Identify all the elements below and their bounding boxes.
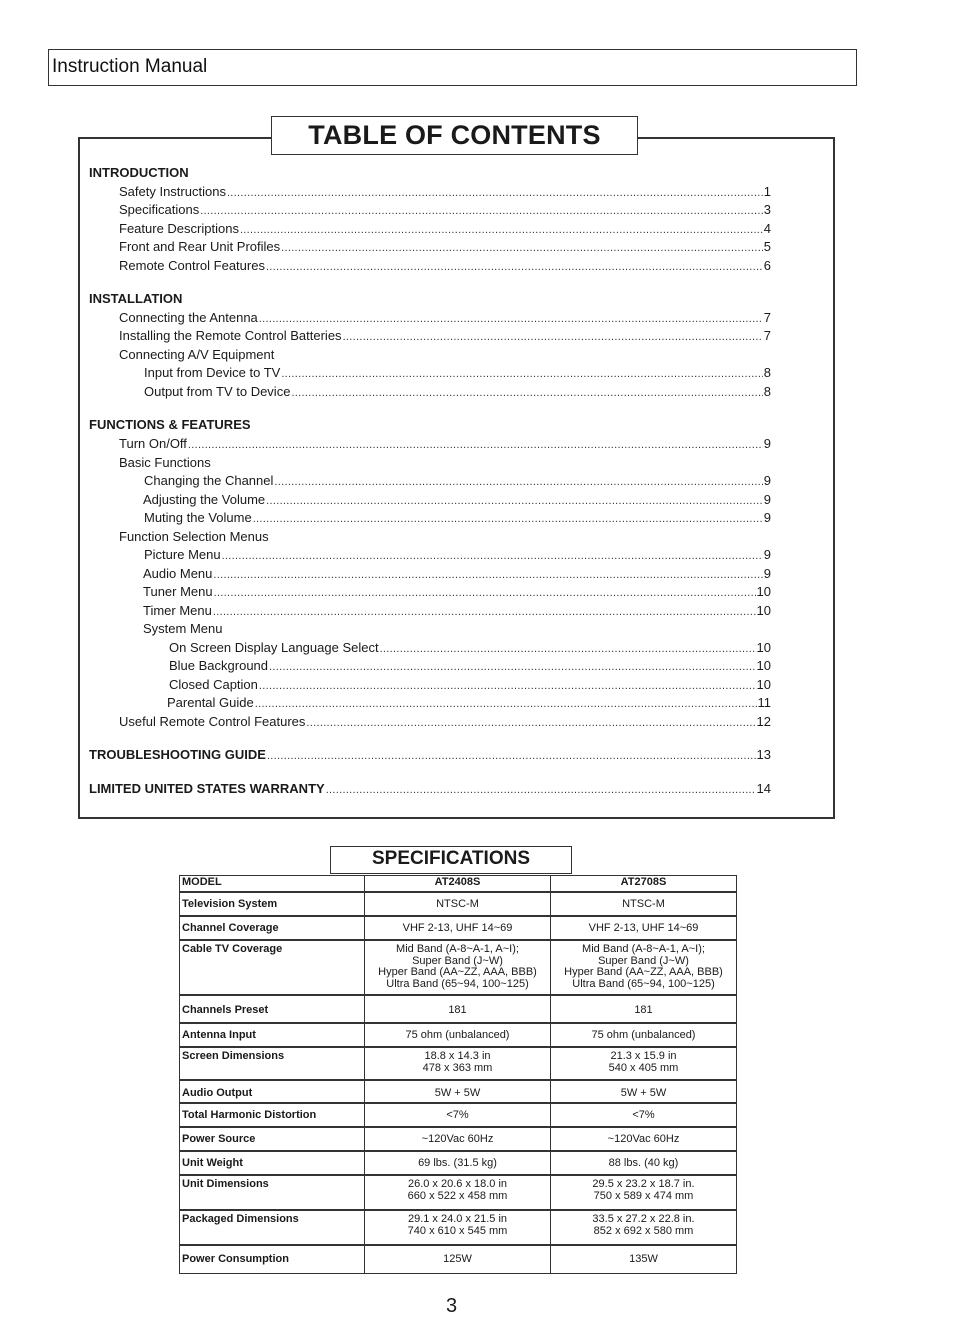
toc-heading-entry[interactable]: TROUBLESHOOTING GUIDE ..... 13: [89, 746, 771, 764]
manual-title: Instruction Manual: [52, 56, 208, 77]
toc-entry[interactable]: Tuner Menu ..... 10: [143, 583, 771, 601]
toc-subheading: System Menu: [143, 621, 223, 636]
specifications-title: SPECIFICATIONS: [372, 848, 530, 869]
table-row: Channel Coverage VHF 2-13, UHF 14~69 VHF 2-13, UHF 14~69: [180, 917, 736, 941]
column-header: MODEL: [180, 876, 365, 891]
toc-entry[interactable]: Closed Caption ..... 10: [169, 676, 771, 694]
toc-entry[interactable]: Blue Background ..... 10: [169, 657, 771, 675]
toc-entry[interactable]: Audio Menu ..... 9: [143, 565, 771, 583]
specifications-title-box: [330, 846, 572, 874]
toc-title-box: [271, 116, 638, 155]
toc-entry[interactable]: On Screen Display Language Select ..... 10: [169, 639, 771, 657]
table-row: Channels Preset 181 181: [180, 996, 736, 1024]
toc-entry[interactable]: Installing the Remote Control Batteries ..... 7: [119, 327, 771, 345]
table-row: Television System NTSC-M NTSC-M: [180, 893, 736, 917]
toc-heading-entry[interactable]: LIMITED UNITED STATES WARRANTY ..... 14: [89, 780, 771, 798]
toc-subheading: Connecting A/V Equipment: [119, 347, 275, 362]
toc-entry[interactable]: Turn On/Off ..... 9: [119, 435, 771, 453]
table-row: Packaged Dimensions 29.1 x 24.0 x 21.5 in 740 x 610 x 545 mm 33.5 x 27.2 x 22.8 in. 852 x 692 x 580 mm: [180, 1211, 736, 1246]
specifications-table: [179, 875, 737, 1274]
toc-entry[interactable]: Changing the Channel ..... 9: [144, 472, 771, 490]
toc-subheading: Function Selection Menus: [119, 529, 269, 544]
toc-entry[interactable]: Safety Instructions ..... 1: [119, 183, 771, 201]
column-header: AT2708S: [620, 876, 667, 888]
table-row: Unit Dimensions 26.0 x 20.6 x 18.0 in 660 x 522 x 458 mm 29.5 x 23.2 x 18.7 in. 750 x 589 x 474 mm: [180, 1176, 736, 1211]
column-header: AT2408S: [365, 876, 551, 891]
table-row: Unit Weight 69 lbs. (31.5 kg) 88 lbs. (40 kg): [180, 1152, 736, 1176]
toc-entry[interactable]: Input from Device to TV ..... 8: [144, 364, 771, 382]
toc-entry[interactable]: Feature Descriptions ..... 4: [119, 220, 771, 238]
toc-entry[interactable]: Parental Guide ..... 11: [167, 694, 771, 712]
table-row: Cable TV Coverage Mid Band (A-8~A-1, A~I); Super Band (J~W) Hyper Band (AA~ZZ, AAA, BBB) Ultra Band (65~94, 100~125) Mid Band (A-8~A-1, A~I); Super Band (J~W) Hyper Band (AA~ZZ, AAA, BBB) Ultra Band (65~94, 100~125): [180, 941, 736, 996]
toc-subheading: Basic Functions: [119, 455, 211, 470]
table-row: Antenna Input 75 ohm (unbalanced) 75 ohm (unbalanced): [180, 1024, 736, 1048]
toc-entry[interactable]: Muting the Volume ..... 9: [144, 509, 771, 527]
toc-entry[interactable]: Specifications ..... 3: [119, 201, 771, 219]
toc-entry[interactable]: Picture Menu ..... 9: [144, 546, 771, 564]
toc-title: TABLE OF CONTENTS: [308, 120, 601, 150]
toc-entry[interactable]: Output from TV to Device ..... 8: [144, 383, 771, 401]
toc-entry[interactable]: Adjusting the Volume ..... 9: [143, 491, 771, 509]
toc-entry[interactable]: Timer Menu ..... 10: [143, 602, 771, 620]
table-row: Total Harmonic Distortion <7% <7%: [180, 1104, 736, 1128]
toc-entry[interactable]: Useful Remote Control Features ..... 12: [119, 713, 771, 731]
toc-entry[interactable]: Remote Control Features ..... 6: [119, 257, 771, 275]
page-number: 3: [446, 1295, 458, 1317]
toc-heading: INSTALLATION: [89, 291, 183, 306]
toc-entry[interactable]: Front and Rear Unit Profiles ..... 5: [119, 238, 771, 256]
table-header-row: [180, 876, 736, 893]
table-row: Power Consumption 125W 135W: [180, 1246, 736, 1273]
toc-heading: FUNCTIONS & FEATURES: [89, 417, 251, 432]
table-row: Audio Output 5W + 5W 5W + 5W: [180, 1081, 736, 1104]
table-row: Screen Dimensions 18.8 x 14.3 in 478 x 363 mm 21.3 x 15.9 in 540 x 405 mm: [180, 1048, 736, 1081]
toc-heading: INTRODUCTION: [89, 165, 189, 180]
toc-entry[interactable]: Connecting the Antenna ..... 7: [119, 309, 771, 327]
table-row: Power Source ~120Vac 60Hz ~120Vac 60Hz: [180, 1128, 736, 1152]
header-box: [48, 49, 857, 86]
